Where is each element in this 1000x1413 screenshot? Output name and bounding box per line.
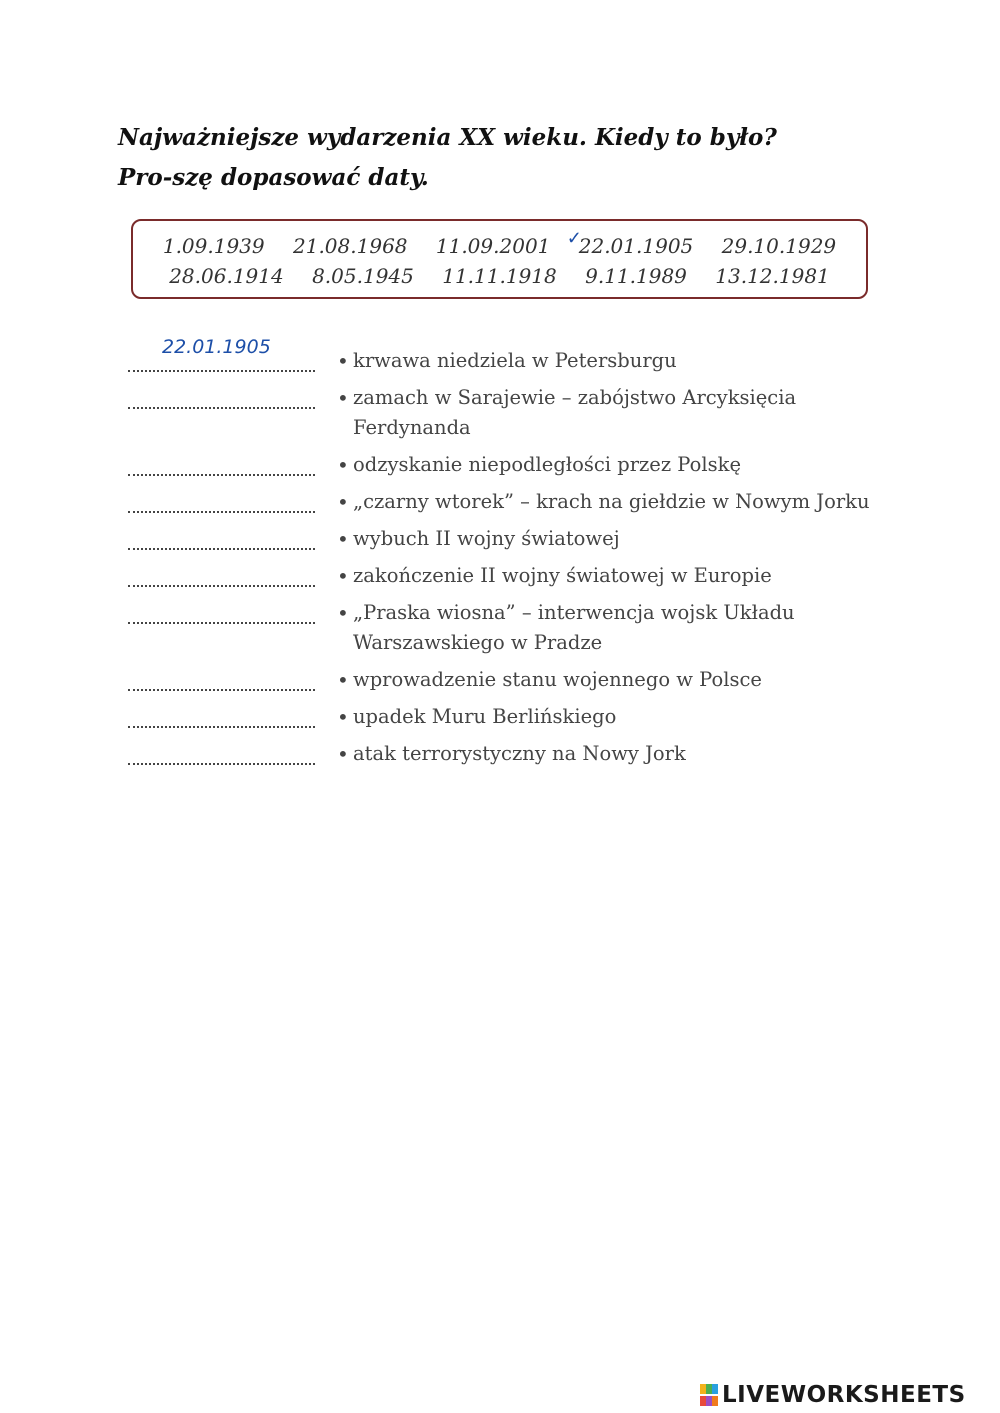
- date-option[interactable]: 21.08.1968: [293, 234, 408, 258]
- answer-blank[interactable]: [128, 561, 315, 587]
- check-icon: ✓: [566, 228, 582, 249]
- worksheet-title: Najważniejsze wydarzenia XX wieku. Kiedy to było? Pro-szę dopasować daty.: [118, 124, 777, 191]
- answer-blank[interactable]: [128, 450, 315, 476]
- event-item: [128, 598, 888, 658]
- date-option[interactable]: 28.06.1914: [169, 264, 284, 288]
- date-option-label: 22.01.1905: [578, 234, 694, 258]
- bullet: •: [337, 453, 349, 477]
- event-item: [128, 561, 888, 591]
- bullet: •: [337, 742, 349, 766]
- logo-icon: [700, 1384, 718, 1406]
- event-item: [128, 336, 888, 376]
- bullet: •: [337, 527, 349, 551]
- date-option-checked[interactable]: [566, 228, 694, 258]
- event-item: [128, 383, 888, 443]
- event-text: atak terrorystyczny na Nowy Jork: [353, 742, 686, 765]
- date-option[interactable]: 8.05.1945: [312, 264, 414, 288]
- bullet: •: [337, 601, 349, 625]
- answer-blank[interactable]: [128, 487, 315, 513]
- event-text: „Praska wiosna” – interwencja wojsk Układu Warszawskiego w Pradze: [353, 601, 795, 654]
- answer-text: 22.01.1905: [162, 336, 271, 358]
- bullet: •: [337, 349, 349, 373]
- answer-blank[interactable]: [128, 702, 315, 728]
- bullet: •: [337, 386, 349, 410]
- event-text: krwawa niedziela w Petersburgu: [353, 349, 677, 372]
- event-text: wprowadzenie stanu wojennego w Polsce: [353, 668, 762, 691]
- event-item: [128, 524, 888, 554]
- event-text: zakończenie II wojny światowej w Europie: [353, 564, 772, 587]
- liveworksheets-logo: [700, 1382, 966, 1408]
- date-bank-row-1: [133, 228, 866, 258]
- answer-blank[interactable]: [128, 665, 315, 691]
- date-option[interactable]: 1.09.1939: [162, 234, 265, 258]
- bullet: •: [337, 668, 349, 692]
- event-item: [128, 450, 888, 480]
- event-item: [128, 702, 888, 732]
- date-option[interactable]: 9.11.1989: [585, 264, 687, 288]
- event-text: wybuch II wojny światowej: [353, 527, 620, 550]
- date-option[interactable]: 11.11.1918: [442, 264, 557, 288]
- answer-blank[interactable]: [128, 524, 315, 550]
- event-item: [128, 739, 888, 769]
- bullet: •: [337, 490, 349, 514]
- date-bank: [131, 219, 868, 299]
- bullet: •: [337, 705, 349, 729]
- answer-blank[interactable]: [128, 739, 315, 765]
- date-option[interactable]: 13.12.1981: [715, 264, 830, 288]
- answer-blank[interactable]: [128, 383, 315, 409]
- date-bank-row-2: [133, 264, 866, 288]
- event-text: upadek Muru Berlińskiego: [353, 705, 617, 728]
- answer-blank[interactable]: [128, 336, 315, 372]
- date-option[interactable]: 11.09.2001: [435, 234, 551, 258]
- event-text: „czarny wtorek” – krach na giełdzie w Nowym Jorku: [353, 490, 870, 513]
- bullet: •: [337, 564, 349, 588]
- event-text: odzyskanie niepodległości przez Polskę: [353, 453, 741, 476]
- date-option[interactable]: 29.10.1929: [721, 234, 837, 258]
- event-item: [128, 487, 888, 517]
- answer-blank[interactable]: [128, 598, 315, 624]
- event-text: zamach w Sarajewie – zabójstwo Arcyksięcia Ferdynanda: [353, 386, 797, 439]
- event-item: [128, 665, 888, 695]
- logo-text: LIVEWORKSHEETS: [722, 1382, 966, 1408]
- event-list: [128, 336, 888, 776]
